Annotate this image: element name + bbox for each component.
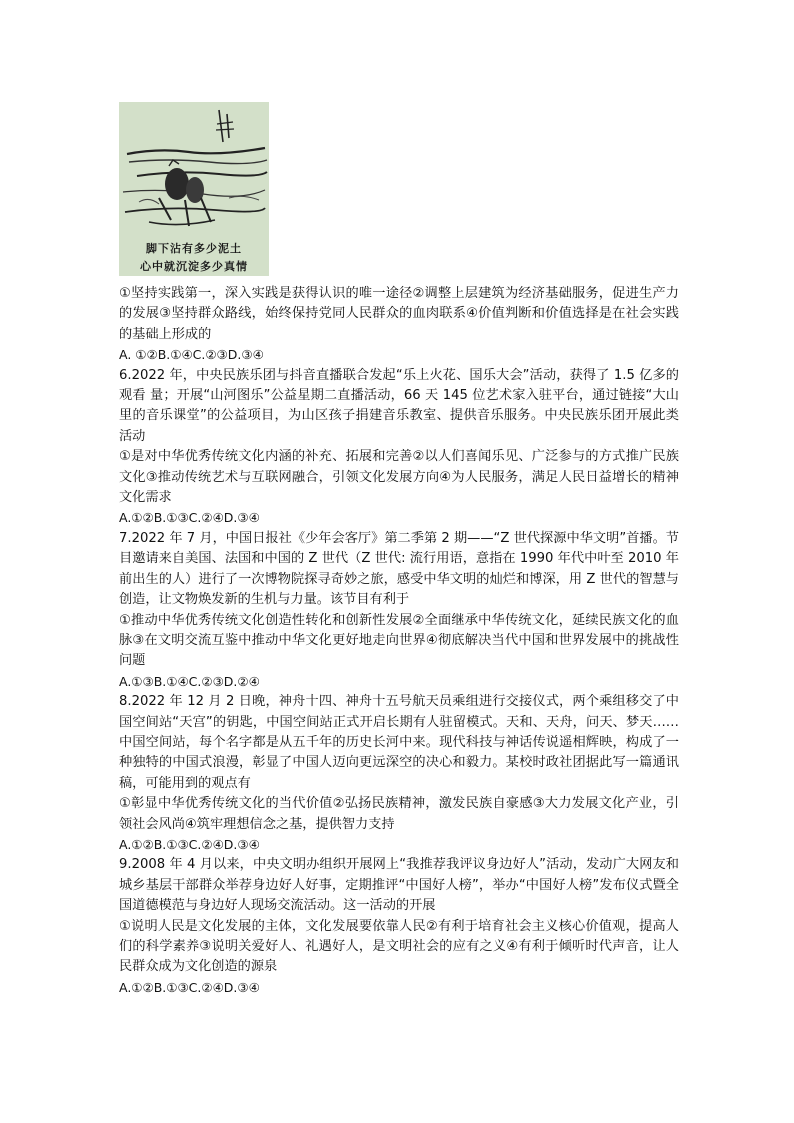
question-stem: 6.2022 年，中央民族乐团与抖音直播联合发起“乐上火花、国乐大会”活动，获得了 1.5 亿多的观看 量；开展“山河图乐”公益星期二直播活动，66 天 145 位艺术家入驻平台，通过链接“大山里的音乐课堂”的公益项目，为山区孩子捐建音乐教室、提供音乐服务。中央民族乐团开展此类活动 [119,367,679,444]
question-options: ①彰显中华优秀传统文化的当代价值②弘扬民族精神，激发民族自豪感③大力发展文化产业，引领社会风尚④筑牢理想信念之基，提供智力支持 [119,796,679,832]
exam-page [119,102,679,998]
figure-caption-line2: 心中就沉淀多少真情 [140,260,248,273]
answer-choices: A.①③B.①④C.②③D.②④ [119,673,260,689]
question-stem: 8.2022 年 12 月 2 日晚，神舟十四、神舟十五号航天员乘组进行交接仪式，两个乘组移交了中国空间站“天宫”的钥匙，中国空间站正式开启长期有人驻留模式。天和、天舟，问天、梦天……中国空间站，每个名字都是从五千年的历史长河中来。现代科技与神话传说遥相辉映，构成了一种独特的中国式浪漫，彰显了中国人迈向更远深空的决心和毅力。某校时政社团据此写一篇通讯稿，可能用到的观点有 [119,694,679,791]
answer-choices: A.①②B.①③C.②④D.③④ [119,836,260,852]
question-7 [119,529,679,692]
question-options: ①是对中华优秀传统文化内涵的补充、拓展和完善②以人们喜闻乐见、广泛参与的方式推广民族文化③推动传统艺术与互联网融合，引领文化发展方向④为人民服务，满足人民日益增长的精神文化需求 [119,449,679,506]
question-stem: 9.2008 年 4 月以来，中央文明办组织开展网上“我推荐我评议身边好人”活动，发动广大网友和城乡基层干部群众举荐身边好人好事，定期推评“中国好人榜”，举办“中国好人榜”发布仪式暨全国道德模范与身边好人现场交流活动。这一活动的开展 [119,857,679,914]
question-options: ①推动中华优秀传统文化创造性转化和创新性发展②全面继承中华传统文化，延续民族文化的血脉③在文明交流互鉴中推动中华文化更好地走向世界④彻底解决当代中国和世界发展中的挑战性问题 [119,612,679,669]
question-6 [119,366,679,529]
cartoon-figure [119,102,269,276]
figure-caption-line1: 脚下沾有多少泥土 [146,242,242,255]
question-5-tail [119,284,679,366]
question-stem: 7.2022 年 7 月，中国日报社《少年会客厅》第二季第 2 期——“Z 世代探源中华文明”首播。节目邀请来自美国、法国和中国的 Z 世代（Z 世代: 流行用语，意指在 1990 年代中叶至 2010 年前出生的人）进行了一次博物院探寻奇妙之旅，感受中华文明的灿烂和博深，用 Z 世代的智慧与创造，让文物焕发新的生机与力量。该节目有利于 [119,530,679,608]
question-8 [119,692,679,855]
answer-choices: A. ①②B.①④C.②③D.③④ [119,347,264,363]
answer-choices: A.①②B.①③C.②④D.③④ [119,979,260,995]
question-options: ①坚持实践第一，深入实践是获得认识的唯一途径②调整上层建筑为经济基础服务，促进生产力的发展③坚持群众路线，始终保持党同人民群众的血肉联系④价值判断和价值选择是在社会实践的基础上形成的 [119,286,679,342]
question-9 [119,855,679,998]
question-options: ①说明人民是文化发展的主体，文化发展要依靠人民②有利于培育社会主义核心价值观，提高人们的科学素养③说明关爱好人、礼遇好人，是文明社会的应有之义④有利于倾听时代声音，让人民群众成为文化创造的源泉 [119,918,679,975]
answer-choices: A.①②B.①③C.②④D.③④ [119,510,260,526]
